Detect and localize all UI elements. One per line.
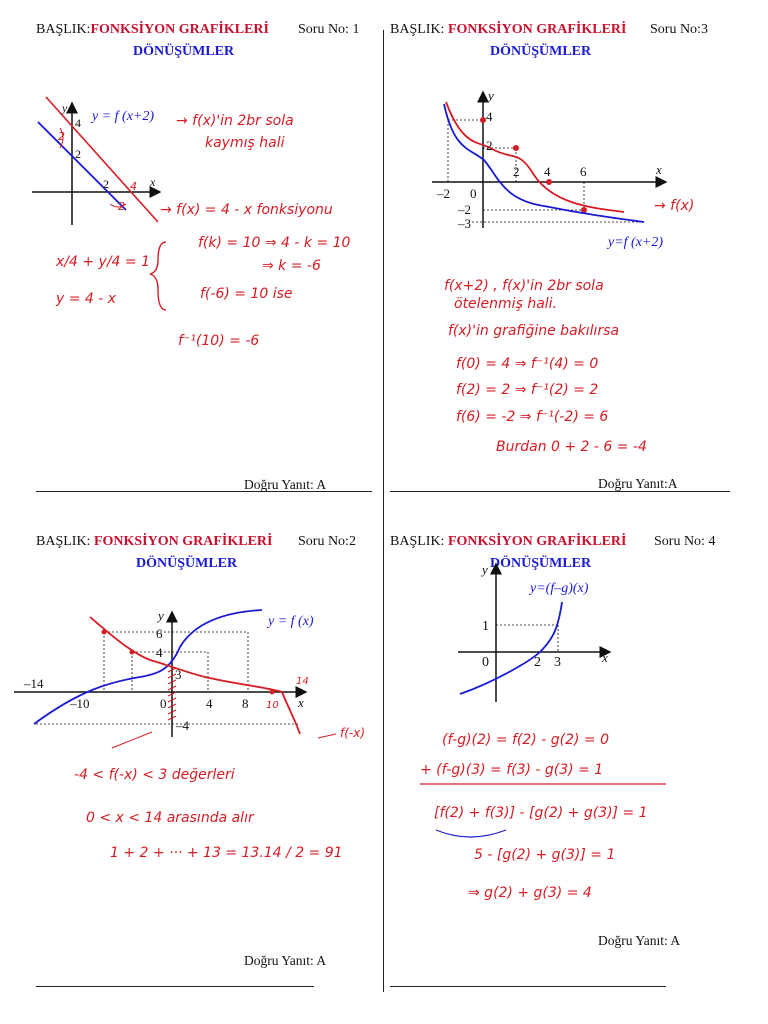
subtopic-label: DÖNÜŞÜMLER [490,556,592,571]
topic-label: FONKSİYON GRAFİKLERİ [447,534,627,549]
subtopic-label: DÖNÜŞÜMLER [490,44,592,59]
x-axis-label: x [150,175,156,189]
note-line: → f(x) = 4 - x fonksiyonu [160,202,333,218]
curve-label: y = f (x+2) [92,109,155,124]
subtopic-label: DÖNÜŞÜMLER [136,556,238,571]
question-number: Soru No: 4 [654,534,716,549]
pointer-arrow [318,734,336,738]
red-curve-label: f(-x) [340,726,366,740]
question-number: Soru No:2 [298,534,356,549]
tick-label: 1 [482,619,489,634]
blue-curve-fx [34,610,262,724]
note-line: ötelenmiş hali. [454,296,557,312]
answer-rule [390,986,666,987]
baslik-label: BAŞLIK: [390,22,445,37]
tick-label: 4 [75,116,81,130]
note-line: ⇒ g(2) + g(3) = 4 [468,885,592,901]
blue-curve [460,602,562,694]
question-panel-1 [0,0,384,512]
tick-label: 6 [580,164,587,179]
red-point [513,145,519,151]
note-line: y = 4 - x [56,291,117,307]
red-point [130,650,135,655]
graph-q1 [0,0,384,512]
note-line: f(-6) = 10 ise [200,286,293,302]
note-line: Burdan 0 + 2 - 6 = -4 [496,439,647,455]
y-axis-label: y [488,88,494,103]
tick-label: 0 [160,696,167,711]
tick-label: 14 [296,676,309,687]
tick-label: –4 [176,718,189,733]
red-curve-label: → f(x) [654,198,695,214]
tick-label: –3 [458,216,471,231]
tick-label: –14 [24,676,44,691]
graph-q3 [384,0,768,512]
red-point [546,179,552,185]
answer-label: Doğru Yanıt: A [244,477,327,492]
red-point [270,690,275,695]
tick-label: 4 [544,164,551,179]
brace-mark [150,242,166,310]
note-line: → f(x)'in 2br sola [176,113,294,129]
note-line: f(x+2) , f(x)'in 2br sola [444,278,604,294]
note-line: -4 < f(-x) < 3 değerleri [74,767,235,783]
note-line: 5 - [g(2) + g(3)] = 1 [474,847,616,863]
note-line: f(k) = 10 ⇒ 4 - k = 10 [198,235,351,251]
tick-label: 10 [266,700,279,711]
note-line: kaymış hali [205,135,285,151]
answer-rule [36,986,314,987]
tick-label: 0 [470,186,477,201]
tick-label: 4 [156,645,163,660]
curve-label: y = f (x) [268,614,314,629]
baslik-label: BAŞLIK: [36,22,91,37]
note-line: 1 + 2 + ··· + 13 = 13.14 / 2 = 91 [110,845,343,861]
underbrace-mark [436,830,506,837]
note-line: f(2) = 2 ⇒ f⁻¹(2) = 2 [456,382,599,398]
red-curve-f-neg-x [90,617,300,734]
y-axis-label: y [482,562,488,577]
tick-label: 3 [554,655,561,670]
answer-label: Doğru Yanıt: A [598,933,681,948]
red-point [102,630,107,635]
answer-label: Doğru Yanıt:A [598,476,678,491]
y-axis-label: y [62,101,68,115]
tick-label: 8 [242,696,249,711]
baslik-label: BAŞLIK: [390,534,445,549]
tick-label: –2 [458,202,471,217]
note-line: [f(2) + f(3)] - [g(2) + g(3)] = 1 [434,805,648,821]
tick-label: 4 [130,180,137,193]
graph-q2 [0,512,384,1024]
question-panel-2 [0,512,384,1024]
graph-q4 [384,512,768,1024]
note-line: + (f-g)(3) = f(3) - g(3) = 1 [420,762,604,778]
note-line: f(6) = -2 ⇒ f⁻¹(-2) = 6 [456,409,609,425]
tick-label: 2 [118,200,125,213]
tick-label: 0 [482,655,489,670]
x-axis-label: x [602,650,608,665]
note-line: f(0) = 4 ⇒ f⁻¹(4) = 0 [456,356,599,372]
note-line: x/4 + y/4 = 1 [56,254,150,270]
answer-rule [36,491,372,492]
tick-label: 2 [58,130,65,143]
y-axis-label: y [158,608,164,623]
question-panel-4 [384,512,768,1024]
tick-label: 6 [156,626,163,641]
curve-label: y=(f–g)(x) [530,581,589,596]
blue-line [38,122,126,210]
tick-label: 4 [486,109,493,124]
tick-label: 4 [206,696,213,711]
answer-label: Doğru Yanıt: A [244,953,327,968]
baslik-label: BAŞLIK: [36,534,91,549]
answer-rule [390,491,730,492]
subtopic-label: DÖNÜŞÜMLER [133,44,235,59]
blue-curve [444,104,644,222]
x-axis-label: x [298,695,304,710]
tick-label: 2 [513,164,520,179]
tick-label: 2 [75,147,81,161]
pointer-arrow [112,732,152,748]
topic-label: FONKSİYON GRAFİKLERİ [93,534,273,549]
tick-label: 3 [175,667,182,682]
tick-label: –10 [70,696,90,711]
note-line: 0 < x < 14 arasında alır [86,810,254,826]
note-line: (f-g)(2) = f(2) - g(2) = 0 [442,732,609,748]
topic-label: FONKSİYON GRAFİKLERİ [447,22,627,37]
tick-label: 2 [486,138,493,153]
question-number: Soru No: 1 [298,22,360,37]
x-axis-label: x [656,162,662,177]
tick-label: 2 [103,177,109,191]
curve-label: y=f (x+2) [608,235,664,250]
topic-label: FONKSİYON GRAFİKLERİ [90,22,269,37]
guide-lines [496,625,558,652]
tick-label: –2 [437,186,450,201]
note-line: ⇒ k = -6 [262,258,321,274]
tick-label: 2 [534,655,541,670]
note-line: f(x)'in grafiğine bakılırsa [448,323,620,339]
note-line: f⁻¹(10) = -6 [178,333,260,349]
question-number: Soru No:3 [650,22,708,37]
question-panel-3 [384,0,768,512]
